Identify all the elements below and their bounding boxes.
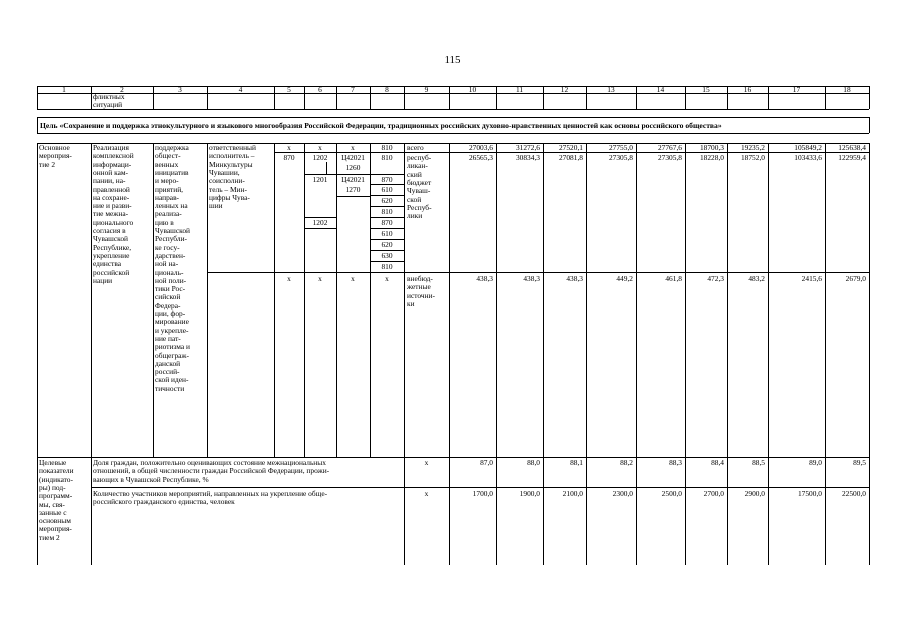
code-subrule	[370, 195, 404, 196]
column-rule	[496, 86, 497, 109]
targets-label: основным	[39, 516, 71, 526]
column-rule	[727, 86, 728, 109]
column-rule	[586, 86, 587, 109]
funding-source-extrabudget: внебюд-	[407, 274, 433, 283]
code-subrule	[370, 228, 404, 229]
targets-label: показатели	[39, 466, 74, 476]
event-activity: мирование	[155, 317, 189, 327]
event-activity: цию в	[155, 217, 174, 227]
column-rule	[336, 143, 337, 457]
targets-label: занные с	[39, 507, 67, 517]
indicator-1-mark: x	[424, 458, 429, 467]
targets-label: мы, свя-	[39, 499, 65, 509]
event-activity: и укрепле-	[155, 325, 189, 335]
goal-top-rule	[37, 117, 869, 118]
code-expense-type: 870	[381, 175, 393, 184]
column-rule	[404, 457, 405, 565]
column-rule	[449, 457, 450, 565]
event-name: единства	[93, 259, 122, 269]
funding-source-extrabudget: ки	[407, 298, 415, 308]
event-activity: тики Рос-	[155, 284, 186, 294]
column-rule	[304, 143, 305, 457]
header-col-number: 18	[843, 84, 851, 94]
column-rule	[636, 143, 637, 457]
column-rule	[825, 86, 826, 109]
code-expense-type: 870	[381, 218, 393, 227]
header-col-number: 13	[607, 84, 615, 94]
column-rule	[825, 143, 826, 457]
indicator-2-mark: x	[424, 489, 429, 498]
event-executor: Минкультуры	[209, 159, 253, 169]
indicator-1-value: 87,0	[480, 458, 493, 467]
value-total: 27767,6	[657, 143, 682, 152]
column-rule	[768, 457, 769, 565]
value-total: 27520,1	[558, 143, 583, 152]
code-subrule	[370, 250, 404, 251]
goal-side-rule	[869, 117, 870, 133]
event-activity: данской	[155, 358, 181, 368]
code-expense-type: 810	[381, 207, 393, 216]
indicator-2-value: 1700,0	[472, 489, 493, 498]
goal-title: Цель «Сохранение и поддержка этнокультурного и языкового многообразия Российской Федерации, традиционных российских духовно-нравственных ценностей как основы российского общества»	[40, 121, 722, 130]
event-activity: направ-	[155, 192, 180, 202]
value-extrabudget: 2679,0	[845, 274, 866, 283]
event-executor: соисполни-	[209, 176, 245, 186]
funding-source-republic: ликан-	[407, 161, 428, 171]
targets-label: программ-	[39, 491, 73, 501]
value-republic: 18752,0	[740, 153, 765, 162]
header-col-number: 15	[702, 84, 710, 94]
code-expense-type: 620	[381, 240, 393, 249]
funding-source-republic: Респуб-	[407, 202, 432, 212]
column-rule	[207, 143, 208, 457]
code-subrule	[370, 206, 404, 207]
column-rule	[336, 86, 337, 109]
code-x: x	[385, 274, 389, 283]
code-expense-type: 810	[381, 262, 393, 271]
event-executor: ответственный	[209, 143, 256, 152]
header-col-number: 4	[238, 84, 243, 94]
code-expense-type: 630	[381, 251, 393, 260]
column-rule	[37, 86, 38, 109]
event-name: ние и разви-	[93, 201, 132, 211]
event-activity: риотизма и	[155, 342, 190, 352]
funding-source-republic: бюджет	[407, 177, 432, 187]
code-target: 1270	[345, 185, 361, 194]
code-subrule	[336, 196, 370, 197]
funding-source-extrabudget: источни-	[407, 290, 435, 300]
event-name: Чувашской	[93, 234, 129, 244]
event-executor: шии	[209, 201, 223, 211]
row-continuation-text: фликтных	[93, 92, 125, 101]
code-expense-type: 810	[381, 153, 393, 162]
event-activity: сийской	[155, 292, 181, 302]
targets-label: (индикато-	[39, 474, 73, 484]
column-rule	[543, 86, 544, 109]
column-rule	[153, 86, 154, 109]
funding-source-total: всего	[407, 143, 424, 152]
funding-source-republic: ский	[407, 169, 422, 179]
value-republic: 27305,8	[657, 153, 682, 162]
value-republic: 122959,4	[838, 153, 866, 162]
funding-source-republic: лики	[407, 211, 423, 221]
indicator-1-text: вающих в Чувашской Республике, %	[93, 474, 209, 484]
code-target: Ц42021	[341, 175, 365, 184]
code-subrule	[304, 217, 336, 218]
event-activity: Чувашской	[155, 226, 191, 235]
column-rule	[869, 457, 870, 565]
event-name: комплексной	[93, 151, 134, 161]
code-subrule	[370, 184, 404, 185]
indicator-2-value: 2500,0	[661, 489, 682, 498]
indicator-1-value: 88,0	[527, 458, 540, 467]
column-rule	[304, 86, 305, 109]
column-rule	[207, 86, 208, 109]
code-subrule	[304, 174, 370, 175]
column-rule	[768, 143, 769, 457]
column-rule	[825, 457, 826, 565]
event-label: мероприя-	[39, 151, 72, 161]
column-rule	[636, 457, 637, 565]
indicator-rule	[91, 487, 869, 488]
value-total: 125638,4	[838, 143, 866, 152]
header-col-number: 16	[743, 84, 752, 94]
event-activity: общеграж-	[155, 350, 190, 360]
column-rule	[636, 86, 637, 109]
header-col-number: 14	[656, 84, 665, 94]
event-executor: Чувашии,	[209, 167, 240, 177]
value-republic: 26565,3	[468, 153, 493, 162]
event-activity: ской иден-	[155, 375, 189, 385]
value-extrabudget: 483,2	[748, 274, 765, 283]
event-activity: ной поли-	[155, 275, 187, 285]
indicator-1-text: отношений, в общей численности граждан Российской Федерации, прожи-	[93, 466, 330, 476]
column-rule	[91, 457, 92, 565]
indicator-2-value: 2100,0	[562, 489, 583, 498]
column-rule	[869, 143, 870, 457]
event-name: Реализация	[93, 143, 129, 152]
value-republic: 27305,8	[608, 153, 633, 162]
column-rule	[685, 86, 686, 109]
event-name: Республике,	[93, 242, 132, 252]
column-rule	[727, 457, 728, 565]
code-section: 1201	[312, 175, 328, 184]
event-label: Основное	[39, 143, 70, 152]
code-x: x	[318, 274, 322, 283]
event-activity: венных	[155, 159, 179, 169]
indicator-1-value: 88,4	[711, 458, 724, 467]
header-col-number: 9	[424, 84, 429, 94]
event-activity: поддержка	[155, 143, 189, 152]
value-republic: 18228,0	[699, 153, 724, 162]
event-activity: россий-	[155, 367, 180, 377]
column-rule	[685, 457, 686, 565]
targets-label: Целевые	[39, 458, 67, 467]
code-subrule	[370, 217, 404, 218]
code-x: x	[351, 143, 355, 152]
indicator-1-value: 88,2	[620, 458, 633, 467]
column-rule	[685, 143, 686, 457]
indicator-1-value: 88,1	[570, 458, 583, 467]
header-col-number: 11	[515, 84, 524, 94]
code-subrule	[370, 174, 404, 175]
event-activity: Республи-	[155, 234, 187, 244]
event-executor: тель – Мин-	[209, 184, 247, 194]
column-rule	[543, 143, 544, 457]
targets-label: тием 2	[39, 532, 60, 542]
event-activity: реализа-	[155, 209, 182, 219]
value-republic: 103433,6	[794, 153, 822, 162]
page-number: 115	[444, 54, 461, 66]
code-x: 810	[381, 143, 393, 152]
event-activity: и меро-	[155, 176, 179, 186]
value-extrabudget: 472,3	[707, 274, 724, 283]
column-rule	[370, 143, 371, 457]
indicator-2-value: 2300,0	[612, 489, 633, 498]
funding-source-republic: Чуваш-	[407, 186, 431, 196]
column-rule	[768, 86, 769, 109]
event-name: нации	[93, 275, 113, 285]
indicator-2-text: Количество участников мероприятий, направленных на укрепление обще-	[93, 489, 328, 498]
column-rule	[91, 86, 92, 109]
indicator-1-value: 89,5	[853, 458, 866, 467]
event-label: тие 2	[39, 159, 56, 169]
indicator-1-value: 88,3	[669, 458, 682, 467]
column-rule	[274, 86, 275, 109]
event-activity: ке госу-	[155, 242, 180, 252]
event-activity: приятий,	[155, 184, 183, 194]
event-executor: исполнитель –	[209, 151, 255, 161]
event-activity: циональ-	[155, 267, 184, 277]
event-name: пании, на-	[93, 176, 126, 186]
event-name: информаци-	[93, 159, 132, 169]
row-continuation-text: ситуаций	[93, 100, 123, 110]
value-total: 31272,6	[515, 143, 540, 152]
targets-label: мероприя-	[39, 524, 72, 534]
event-name: на сохране-	[93, 192, 130, 202]
header-col-number: 5	[287, 84, 291, 94]
event-name: ционального	[93, 217, 134, 227]
header-col-number: 7	[351, 84, 355, 94]
column-rule	[37, 143, 38, 457]
value-extrabudget: 438,3	[476, 274, 493, 283]
header-col-number: 17	[792, 84, 801, 94]
funding-source-extrabudget: жетные	[407, 282, 431, 292]
header-col-number: 10	[468, 84, 477, 94]
indicator-2-value: 2700,0	[703, 489, 724, 498]
event-activity: инициатив	[155, 167, 189, 177]
code-x: x	[351, 274, 355, 283]
indicator-1-text: Доля граждан, положительно оценивающих состояние межнациональных	[93, 458, 326, 467]
column-rule	[869, 86, 870, 109]
column-rule	[496, 143, 497, 457]
value-extrabudget: 438,3	[523, 274, 540, 283]
value-republic: 30834,3	[515, 153, 540, 162]
funding-source-republic: ской	[407, 194, 422, 204]
code-subrule	[370, 261, 404, 262]
value-extrabudget: 438,3	[566, 274, 583, 283]
header-col-number: 1	[62, 84, 66, 94]
value-total: 27755,0	[608, 143, 633, 152]
code-grbs: 870	[283, 153, 295, 162]
code-subrule	[304, 228, 336, 229]
value-total: 18700,3	[699, 143, 724, 152]
goal-bottom-rule	[37, 133, 869, 134]
indicator-2-value: 2900,0	[744, 489, 765, 498]
event-activity: ции, фор-	[155, 309, 186, 318]
event-activity: ние пат-	[155, 333, 181, 343]
column-rule	[91, 143, 92, 457]
funding-source-republic: респуб-	[407, 153, 432, 162]
column-rule	[404, 143, 405, 457]
column-rule	[586, 143, 587, 457]
code-x: x	[287, 143, 291, 152]
event-executor: цифры Чува-	[209, 192, 250, 202]
value-extrabudget: 2415,6	[801, 274, 822, 283]
column-rule	[543, 457, 544, 565]
code-x: x	[318, 143, 322, 152]
event-name: тие межна-	[93, 209, 129, 219]
event-name: укрепление	[93, 250, 130, 260]
header-col-number: 6	[318, 84, 322, 94]
column-rule	[586, 457, 587, 565]
header-col-number: 12	[560, 84, 569, 94]
indicator-1-value: 89,0	[809, 458, 822, 467]
value-total: 27003,6	[468, 143, 493, 152]
event-name: онной кам-	[93, 167, 129, 177]
event-activity: ной на-	[155, 259, 179, 269]
header-col-number: 2	[120, 84, 124, 94]
event-name: российской	[93, 267, 130, 277]
event-activity: дарствен-	[155, 250, 186, 260]
indicator-2-value: 1900,0	[519, 489, 540, 498]
value-extrabudget: 461,8	[665, 274, 682, 283]
goal-side-rule	[37, 117, 38, 133]
code-section: 1202	[312, 218, 328, 227]
event-activity: Федера-	[155, 300, 181, 310]
code-expense-type: 610	[381, 185, 393, 194]
indicator-1-value: 88,5	[752, 458, 765, 467]
code-section: 1202	[312, 153, 328, 162]
indicator-2-value: 17500,0	[797, 489, 822, 498]
column-rule	[404, 86, 405, 109]
value-extrabudget: 449,2	[616, 274, 633, 283]
event-name: правленной	[93, 184, 130, 194]
column-rule	[449, 143, 450, 457]
header-col-number: 8	[385, 84, 389, 94]
code-subrule	[370, 239, 404, 240]
code-expense-type: 610	[381, 229, 393, 238]
column-rule	[153, 143, 154, 457]
value-total: 105849,2	[794, 143, 822, 152]
code-expense-type: 620	[381, 196, 393, 205]
code-x: x	[287, 274, 291, 283]
row-rule	[37, 109, 869, 110]
column-rule	[449, 86, 450, 109]
event-activity: тичности	[155, 383, 185, 393]
code-target: Ц42021	[341, 153, 365, 162]
column-rule	[727, 143, 728, 457]
header-col-number: 3	[178, 84, 182, 94]
indicator-2-text: российского гражданского единства, человек	[93, 497, 235, 507]
value-total: 19235,2	[740, 143, 765, 152]
event-activity: ленных на	[155, 201, 188, 211]
subrow-rule	[207, 272, 869, 273]
event-name: согласия в	[93, 226, 126, 235]
value-republic: 27081,8	[558, 153, 583, 162]
column-rule	[370, 86, 371, 109]
targets-label: ры) под-	[39, 482, 66, 492]
indicator-2-value: 22500,0	[841, 489, 866, 498]
column-rule	[37, 457, 38, 565]
event-activity: общест-	[155, 151, 181, 161]
column-rule	[274, 143, 275, 457]
code-subrule	[326, 162, 327, 174]
code-target: 1260	[345, 163, 361, 172]
column-rule	[496, 457, 497, 565]
